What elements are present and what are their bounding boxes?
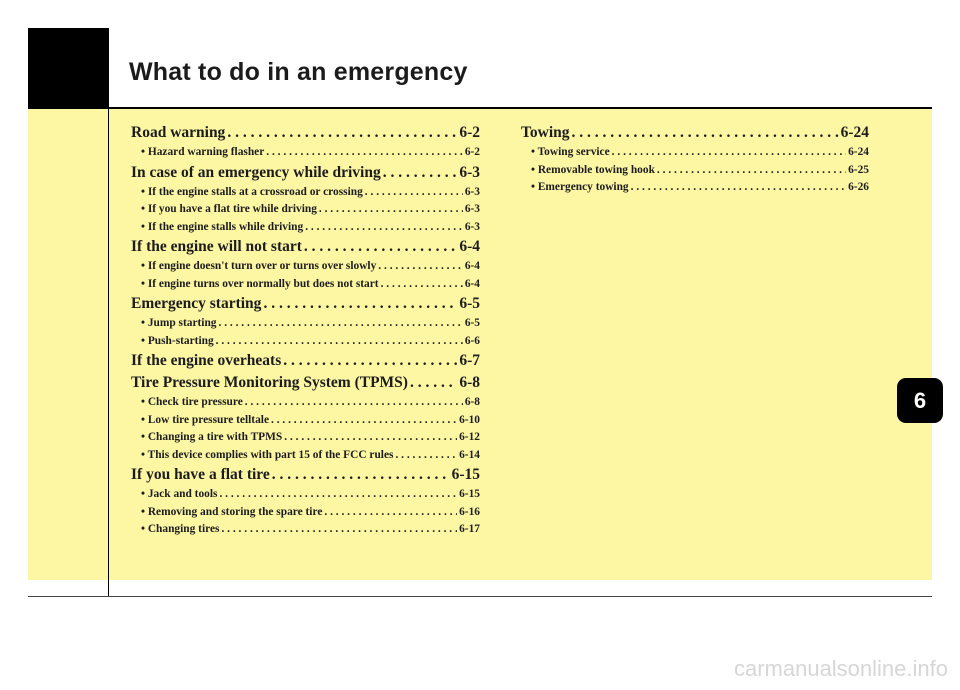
toc-entry-page: 6-2 <box>459 124 480 141</box>
toc-entry-page: 6-4 <box>464 277 480 290</box>
header-black-block <box>28 28 109 109</box>
toc-entry-label: • Jump starting <box>141 317 217 329</box>
leader-dots <box>227 122 457 144</box>
toc-entry-label: • Check tire pressure <box>141 396 243 408</box>
toc-entry-label: • Changing tires <box>141 523 220 535</box>
bottom-divider <box>28 596 932 597</box>
toc-entry-page: 6-8 <box>459 374 480 391</box>
toc-subentry[interactable] <box>131 201 480 219</box>
toc-subentry[interactable] <box>131 333 480 351</box>
toc-entry-page: 6-12 <box>459 431 480 443</box>
leader-dots <box>612 144 846 162</box>
leader-dots <box>304 236 457 258</box>
toc-entry-label: • If engine doesn't turn over or turns over slowly <box>141 260 377 272</box>
toc-entry-page: 6-5 <box>464 317 480 329</box>
toc-entry-page: 6-24 <box>840 124 869 141</box>
toc-left-column <box>131 122 480 539</box>
leader-dots <box>272 464 450 486</box>
page-title: What to do in an emergency <box>129 58 468 86</box>
toc-entry-page: 6-10 <box>459 413 480 426</box>
toc-entry-label: • If the engine stalls at a crossroad or crossing <box>141 185 363 198</box>
toc-entry-page: 6-8 <box>464 396 480 408</box>
toc-subentry[interactable] <box>131 219 480 237</box>
toc-entry[interactable] <box>131 122 480 144</box>
toc-entry-page: 6-2 <box>464 146 480 158</box>
toc-subentry[interactable] <box>131 184 480 202</box>
toc-entry-page: 6-3 <box>464 203 480 215</box>
toc-entry[interactable] <box>131 350 480 372</box>
toc-entry-label: • Low tire pressure telltale <box>141 413 269 426</box>
toc-entry-label: • Removing and storing the spare tire <box>141 505 323 518</box>
toc-entry-label: • Hazard warning flasher <box>141 146 265 158</box>
leader-dots <box>631 179 846 197</box>
toc-entry-label: • Jack and tools <box>141 488 218 500</box>
toc-entry-page: 6-5 <box>459 295 480 312</box>
leader-dots <box>305 219 463 237</box>
toc-entry-page: 6-7 <box>459 352 480 369</box>
leader-dots <box>324 504 457 522</box>
toc-subentry[interactable] <box>131 276 480 294</box>
toc-entry[interactable] <box>521 122 869 144</box>
leader-dots <box>221 521 457 539</box>
toc-subentry[interactable] <box>131 258 480 276</box>
toc-entry-label: • Towing service <box>531 146 610 158</box>
toc-entry-label: • Removable towing hook <box>531 163 655 176</box>
toc-right-column <box>521 122 869 197</box>
leader-dots <box>284 429 457 447</box>
leader-dots <box>383 162 458 184</box>
margin-line <box>108 109 109 597</box>
leader-dots <box>271 412 457 430</box>
toc-entry-label: • Push-starting <box>141 334 214 347</box>
leader-dots <box>381 276 463 294</box>
toc-subentry[interactable] <box>521 144 869 162</box>
toc-subentry[interactable] <box>131 486 480 504</box>
toc-subentry[interactable] <box>131 394 480 412</box>
leader-dots <box>219 315 463 333</box>
toc-entry-page: 6-6 <box>464 334 480 347</box>
toc-entry-page: 6-17 <box>459 523 480 535</box>
toc-entry-label: • If the engine stalls while driving <box>141 220 304 233</box>
toc-entry-label: • Emergency towing <box>531 181 629 193</box>
toc-entry-page: 6-16 <box>459 505 480 518</box>
leader-dots <box>365 184 463 202</box>
toc-entry-label: Tire Pressure Monitoring System (TPMS) <box>131 374 408 391</box>
toc-subentry[interactable] <box>521 162 869 180</box>
leader-dots <box>266 144 463 162</box>
leader-dots <box>319 201 463 219</box>
toc-entry[interactable] <box>131 372 480 394</box>
watermark: carmanualsonline.info <box>733 656 948 681</box>
leader-dots <box>378 258 463 276</box>
toc-entry[interactable] <box>131 236 480 258</box>
toc-entry-page: 6-14 <box>459 448 480 461</box>
toc-entry-page: 6-3 <box>464 220 480 233</box>
toc-subentry[interactable] <box>131 429 480 447</box>
toc-subentry[interactable] <box>131 521 480 539</box>
leader-dots <box>219 486 457 504</box>
leader-dots <box>572 122 839 144</box>
toc-entry-label: • This device complies with part 15 of the FCC rules <box>141 448 394 461</box>
toc-entry-label: • If engine turns over normally but does not start <box>141 277 379 290</box>
leader-dots <box>657 162 846 180</box>
toc-entry-label: • Changing a tire with TPMS <box>141 431 283 443</box>
leader-dots <box>245 394 463 412</box>
toc-entry-page: 6-3 <box>459 163 480 181</box>
leader-dots <box>263 293 457 315</box>
toc-subentry[interactable] <box>131 504 480 522</box>
toc-subentry[interactable] <box>131 315 480 333</box>
toc-entry-page: 6-15 <box>451 466 480 483</box>
toc-entry-page: 6-4 <box>459 238 480 255</box>
toc-subentry[interactable] <box>521 179 869 197</box>
toc-entry-page: 6-24 <box>848 146 869 158</box>
leader-dots <box>216 333 463 351</box>
leader-dots <box>283 350 457 372</box>
toc-entry-label: Road warning <box>131 124 226 141</box>
toc-subentry[interactable] <box>131 412 480 430</box>
toc-entry[interactable] <box>131 162 480 184</box>
toc-entry-page: 6-15 <box>459 488 480 500</box>
toc-entry-page: 6-25 <box>848 163 869 176</box>
chapter-tab[interactable]: 6 <box>897 378 943 423</box>
toc-entry-label: If you have a flat tire <box>131 466 270 483</box>
toc-subentry[interactable] <box>131 447 480 465</box>
toc-entry-label: Towing <box>521 124 570 141</box>
toc-entry-label: In case of an emergency while driving <box>131 163 381 181</box>
toc-entry-page: 6-26 <box>848 181 869 193</box>
toc-entry-label: If the engine will not start <box>131 238 302 255</box>
leader-dots <box>395 447 457 465</box>
toc-entry-label: • If you have a flat tire while driving <box>141 203 317 215</box>
toc-entry[interactable] <box>131 464 480 486</box>
toc-entry-page: 6-4 <box>464 260 480 272</box>
toc-entry[interactable] <box>131 293 480 315</box>
toc-entry-label: Emergency starting <box>131 295 262 312</box>
leader-dots <box>410 372 457 394</box>
toc-entry-label: If the engine overheats <box>131 352 282 369</box>
toc-entry-page: 6-3 <box>464 185 480 198</box>
toc-subentry[interactable] <box>131 144 480 162</box>
